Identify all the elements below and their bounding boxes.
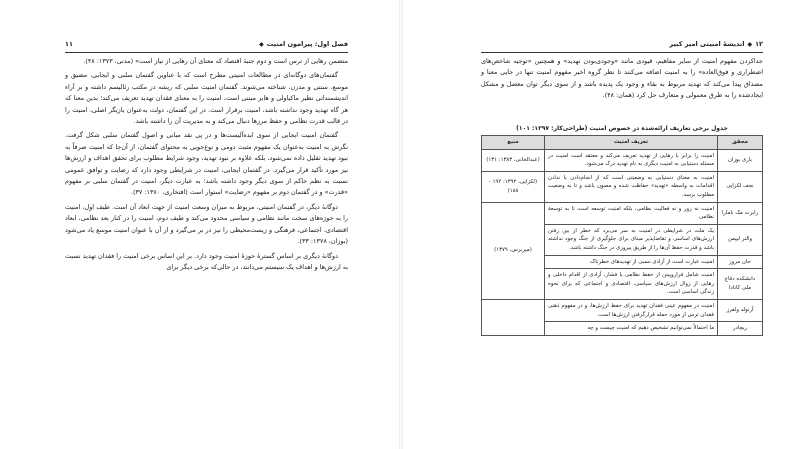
cell-definition: امنیت عبارت است از آزادی نسبی از تهدیدهای خطرناک. (545, 255, 718, 269)
right-page-header (481, 37, 763, 51)
cell-scholar: رابرت مک نامارا (718, 202, 763, 224)
paragraph: متضمن رهایی از ترس است و دوم جنبهٔ اقتصاد که معنای آن رهایی از نیاز است» (مدنی، ۱۳۷۳: ۴۸). (83, 57, 348, 65)
table-caption: جدول برخی تعاریف ارائه‌شده در خصوص امنیت (طراحی‌کار: ۱۳۹۷: ۱۰۱) (516, 125, 728, 132)
page-number: ۱۱ (65, 40, 73, 48)
cell-scholar: جان مروز (718, 255, 763, 269)
diamond-icon: ◆ (259, 40, 264, 48)
header-rule (481, 52, 763, 53)
cell-definition: یک ملت در شرایطی در امنیت به سر می‌برد که خطر از بین رفتن ارزش‌های اساسی و تقاضاپذیر مبنای برای جلوگیری از جنگ وجود نداشته باشد و قدرت حفظ آن‌ها را از طریق پیروزی در جنگ داشته باشد. (545, 224, 718, 255)
table-row (482, 171, 763, 202)
paragraph: دوگانهٔ دیگر، در گفتمان امنیتی، مربوط به میزان وسعت امنیت از جهت ابعاد آن است. طیف اول، امنیت را به حوزه‌های سخت مانند نظامی و سیاسی محدود می‌کند و طیف دوم، امنیت را در کنار بعد نظامی، ابعاد اقتصادی، اجتماعی، فرهنگی و زیست‌محیطی را نیز در بر می‌گیرد و از آن با عنوان امنیت موسع یاد می‌شود (بوزان، ۱۳۷۸: ۳۳). (65, 202, 348, 246)
definitions-table (481, 135, 763, 336)
cell-source: (عبدالخانی، ۱۳۸۳: ۱۳۱) (482, 149, 545, 171)
left-page-body (65, 56, 348, 276)
cell-scholar: دانشکده دفاع ملی کانادا (718, 269, 763, 300)
left-page-header (65, 37, 348, 51)
paragraph: جداکردن مفهوم امنیت از سایر مفاهیم، قیودی مانند «وجودی‌بودن تهدید» و همچنین «توجیه شاخص‌های اضطراری و فوق‌العاده» را به امنیت اضافه می‌کنند تا نظر گروه اخیر مفهوم امنیت تنها در جایی معنا و مصداق پیدا می‌کند که تهدید مربوط به بقاء و وجود یک پدیده باشد و از سوی دیگر توان معضل و مشکل ایجادشده را به طرق معمولی و متعارف حل کرد (همان: ۴۸). (481, 57, 763, 100)
cell-source: (لکزایی، ۱۳۹۲: ۱۹۲ - ۱۸۸) (482, 171, 545, 202)
header-definition: تعریف امنیت (545, 136, 718, 150)
cell-source (482, 299, 545, 335)
cell-scholar: ریچادر (718, 322, 763, 336)
cell-definition: امنیت شامل فراروپیتن از حفظ نظامی یا فشار، آزادی از اقدام داخلی و رهایی از زوال ارزش‌های سیاسی، اقتصادی و اجتماعی که برای نحوه زندگی اساسی است. (545, 269, 718, 300)
table-row (482, 149, 763, 171)
cell-scholar: آرنولد ولفرز (718, 299, 763, 321)
diamond-icon: ◆ (747, 40, 753, 48)
cell-scholar: نجف لکزایی (718, 171, 763, 202)
header-rule (65, 52, 348, 53)
cell-scholar: باری بوزان (718, 149, 763, 171)
cell-definition: ما احتمالاً نمی‌توانیم تشخیص دهیم که امنیت چیست و چه (545, 322, 718, 336)
table-row (482, 299, 763, 321)
cell-definition: امنیت را برابر با رهایی از تهدید تعریف می‌کند و معتقد است امنیت در مسئله دستیابی به امنیت دیگری به نام تهدید درک می‌شود. (545, 149, 718, 171)
left-page (0, 0, 400, 449)
book-title: اندیشهٔ امنیتی امیر کبیر (669, 40, 745, 48)
page-number: ۱۲ (755, 40, 763, 48)
right-page (402, 0, 804, 449)
paragraph: دوگانهٔ دیگری بر اساس گسترهٔ حوزهٔ امنیت وجود دارد. بر این اساس برخی امنیت را فقدان تهدید نسبت به ارزش‌ها و اهداف یک سیستم می‌دانند، در حالی‌که برخی دیگر برای (65, 251, 348, 271)
right-page-intro (481, 56, 763, 105)
cell-scholar: والتر لیپمن (718, 224, 763, 255)
table-row (482, 202, 763, 224)
cell-definition: امنیت به معنای دستیابی به وضعیتی است که از انجام‌دادن یا ندادن اقدامات به واسطه «تهدید» حفاظت ‌شده و مصون باشد و تا به وضعیت مطلوب برسد. (545, 171, 718, 202)
header-source: منبع (482, 136, 545, 150)
cell-source: (میربرس، ۱۳۷۹) (482, 202, 545, 299)
paragraph: گفتمان‌های دوگانه‌ای در مطالعات امنیتی مطرح است که با عناوین گفتمان سلبی و ایجابی، مضیق و موسع، سنتی و مدرن، شناخته می‌شوند. گفتمان امنیت سلبی که ریشه در مکتب رئالیسم داشته و بر آراء اندیشمندانی نظیر ماکیاولی و هابز مبتنی است، امنیت را به معنای فقدان تهدید تعریف می‌کند؛ بدین معنا که هر گاه تهدید وجود نداشته باشد، امنیت برقرار است. در این گفتمان، دولت به‌عنوان بازیگر اصلی، امنیت را در قالب قدرت نظامی و حفظ مرزها دنبال می‌کند و به مدیریت آن را داشته باشد. (65, 71, 348, 126)
header-scholar: محقق (718, 136, 763, 150)
cell-definition: امنیت نه زور و نه فعالیت نظامی، بلکه امنیت توسعه است تا به توسعهٔ نظامی (545, 202, 718, 224)
table-header-row (482, 136, 763, 150)
cell-definition: امنیت در مفهوم عینی فقدان تهدید برای حفظ ارزش‌ها، و در مفهوم ذهنی فقدان ترس از مورد حمله قرارگرفتن ارزش‌ها است. (545, 299, 718, 321)
chapter-title: فصل اول: پیرامون امنیت (266, 40, 348, 48)
paragraph: گفتمان امنیت ایجابی از سوی ایده‌آلیست‌ها و در پی نقد مبانی و اصول گفتمان سلبی شکل گرفت. نگرش به امنیت به‌عنوان یک مفهوم مثبت دومی و نوع‌جویی به محتوای گفتمان، از آن‌جا که امنیت صرفاً به نبود تهدید تقلیل داده نمی‌شود، بلکه علاوه بر نبود تهدید، وجود شرایط مطلوب برای تحقق اهداف و ارزش‌ها نیز مورد تأکید قرار می‌گیرد. در گفتمان ایجابی، امنیت در شرایطی وجود دارد که رضایت و توافق عمومی نسبت به نظم حاکم از سوی دیگر وجود داشته باشد؛ به عبارت دیگر، امنیت در گفتمان سلبی بر مفهوم «قدرت» و در گفتمان دوم بر مفهوم «رضایت» استوار است (افتخاری، ۱۳۸۰: ۳۷). (65, 131, 348, 197)
